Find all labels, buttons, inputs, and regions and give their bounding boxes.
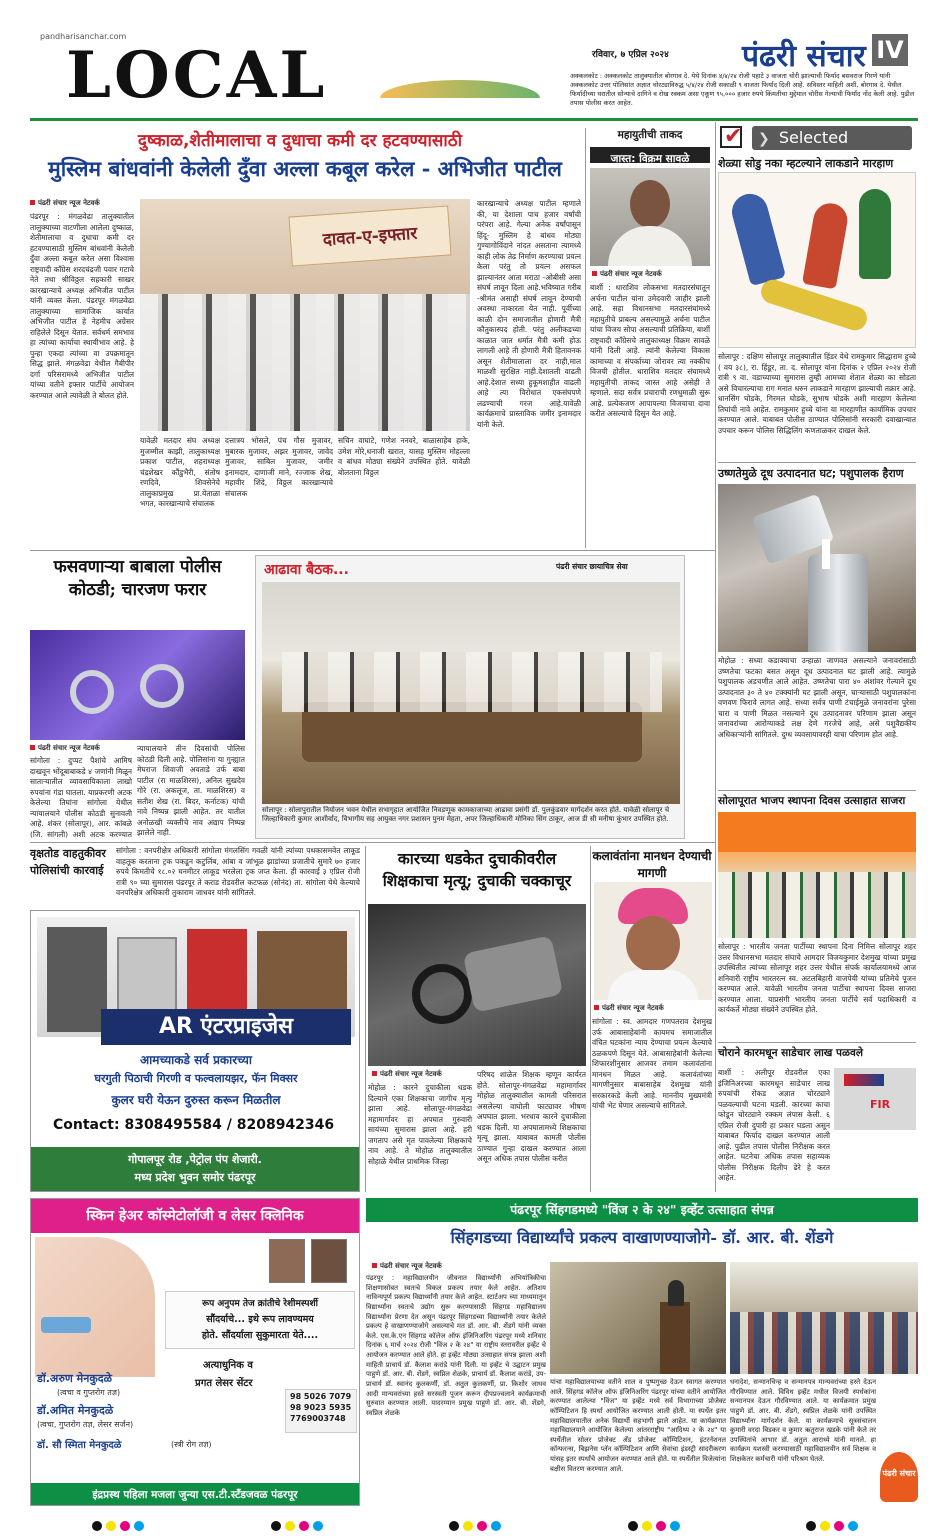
ar-brand: AR एंटरप्राइजेस [158,1014,294,1039]
reg-group [626,1516,682,1530]
accident-byline: पंढरी संचार न्यूज नेटवर्क [372,1070,442,1079]
clinic-title-bar [31,1199,359,1233]
clinic-modern2: प्रगत लेसर सेंटर [195,1378,253,1389]
clinic-doc3: डॉ. सौ स्मिता मेनकुदळे [37,1440,122,1451]
assault-illustration [718,172,916,348]
divider [590,846,591,1192]
lead-kicker: दुष्काळ,शेतीमालाचा व दुधाचा कमी दर हटवण्यासाठी [137,131,463,151]
profile-kicker: महायुतीची ताकद [617,129,683,141]
event-kicker: पंढरपूर सिंहगडमध्ये "विंज २ के २४" इव्हेंट उत्साहात संपन्न [510,1202,774,1217]
profile-headline-box [590,147,710,163]
ar-brand-box [101,1009,351,1045]
reg-group [90,1516,146,1530]
masthead-wave-graphic [380,80,540,98]
divider [30,550,715,551]
profile-photo [590,168,710,266]
ar-ad [30,910,360,1192]
meeting-credit: पंढरी संचार छायाचित्र सेवा [556,562,628,571]
clinic-quote-box [165,1291,355,1349]
lead-col2: यावेळी मतदार संघ अध्यक्ष मुजम्मील काझी, तालुकाध्यक्ष प्रकाश पाटील, शहराध्यक्ष चंद्रशेखर कौंडुभैरी, संतोष रणदिवे, शिवसेनेचे तालुकाप्रमुख प्रा.येताळा भगत, कारखान्याचे संचालक [140,436,220,509]
divider [718,790,916,791]
header-ticker: अक्कलकोट : अक्कलकोट तालुक्यातील बोरगाव दे. येथे दिनांक ४/४/२४ रोजी पहाटे ३ वाजता चोरी झाल्याची फिर्याद बसवराज गिरणे यांनी अक्कलकोट उत्तर पोलिसांत अज्ञात चोरट्याविरुद्ध ५/४/२४ रोजी सकाळी ९ वाजता फिर्याद दिली आहे. सविस्तर माहिती अशी, बोरगाव दे. येथील फिर्यादीच्या घरातील सोन्याचे दागिने व रोख रक्कम असा एकूण ९५,००० हजार रुपये किंमतीचा मुद्देमाल चोरीस गेल्याची फिर्याद नोंद केली आहे. पुढील तपास पोलीस करत आहेत. [570,72,915,107]
page-number-badge [872,34,908,66]
fraud-byline: पंढरी संचार न्यूज नेटवर्क [30,744,100,753]
registration-marks [90,1516,860,1530]
divider [715,122,716,1192]
clinic-model-image [35,1237,155,1377]
thief-text: बार्शी : अलीपूर रोडवरील एका इंजिनिअरच्या कारमधून साडेचार लाख रुपयांची रोकड अज्ञात चोरट्याने पळवल्याची घटना घडली. कारच्या काचा फोडून चोरट्याने रक्कम लंपास केली. ६ एप्रिल रोजी दुपारी हा प्रकार घडला असून याबाबत फिर्याद दाखल करण्यात आली आहे. पुढील तपास पोलीस निरीक्षक करत आहेत. घटनेचा अधिक तपास सहाय्यक पोलीस निरीक्षक दिलीप ढेरे हे करत आहेत. [718,1068,830,1183]
artist-text: सांगोला : स्व. आमदार गणपतराव देशमुख उर्फ आबासाहेबांनी कायमच समाजातील वंचित घटकांना न्याय देण्याचा प्रयत्न केल्याचे ठळकपणे दिसून येते. आबासाहेबांनी केलेल्या शिफारशीनुसार आजवर तमाम कलावंतांना मानधन मिळत आहे. कलावंतांच्या मागणीनुसार बाबासाहेब देशमुख यांनी सरकारकडे केली आहे. माननीय मुख्यमंत्री यांची भेट घेणार असल्याचे सांगितले. [592,1017,712,1111]
page-number: IV [876,36,904,64]
clinic-phone-1[interactable]: 98 5026 7079 [290,1392,352,1401]
page-header [0,0,945,122]
divider [365,846,366,1192]
event-photo-left [550,1262,726,1374]
selected-badge [720,124,915,152]
clinic-modern1: अत्याधुनिक व [203,1360,253,1371]
chevron-right-icon: ❯ [758,131,770,147]
artist-byline: पंढरी संचार न्यूज नेटवर्क [594,1004,664,1013]
clinic-phone-box [285,1389,357,1433]
illustration-figure-3 [859,189,891,279]
ar-address2: मध्य प्रदेश भुवन समोर पंढरपूर [134,1171,256,1184]
illustration-figure-1 [728,190,786,286]
laser-device [41,1317,91,1333]
reg-group [447,1516,503,1530]
divider [718,462,916,463]
event-col2: यांचा महाविद्यालयाच्या वतीने शाल व पुष्पगुच्छ देऊन स्वागत करण्यात आले. सिंहगड कॉलेज ऑफ इंजिनिअरिंग पंढरपूर यांच्या वतीने आयोजित करण्यात आलेल्या "विंज" या इव्हेंट मध्ये सर्व विभागाच्या प्रोजेक्ट कॉम्पिटिशन हि स्पर्धा आयोजित करण्यात आली होती. या स्पर्धेत इतर महाविद्यालयातील अनेक विद्यार्थी सहभागी झाले आहेत. या कार्यक्रमात महाविद्यालयाने आयोजित केलेल्या आंतरराष्ट्रीय "आदिथ्य २ के २४" या स्पर्धेतील सोलर प्रोजेक्ट अँड प्रोजेक्ट कॉम्पिटिशन, इंटरनॅशनल कॉन्फरन्स, बिझनेस प्लॅन कॉम्पिटिशन आणि सेवांचा इंडस्ट्री सादरीकरण यांसह इतर स्पर्धांचे आयोजन करण्यात आले होते. या स्पर्धेतील विजेत्यांना बक्षीस वितरण करण्यात आले. [550,1378,726,1473]
milk-stream [822,539,830,569]
handcuff-ring-left [70,670,114,714]
clinic-doc2: डॉ.अमित मेनकुदळे [37,1404,114,1417]
ar-address1: गोपालपूर रोड ,पेट्रोल पंप शेजारी. [128,1153,262,1166]
event-col1: पंढरपूर : महाविद्यालयीन जीवनात विद्यार्थ्यांनी अभियांत्रिकीचा शिक्षणासोबत स्वतःचे विकल प्रकल्प तयार केले आहेत. अतिशय नाविन्यपूर्ण प्रकल्प विद्यार्थ्यांनी तयार केले आहेत. स्टार्टअप च्या माध्यमातून विद्यार्थ्यांना स्वतःचे उद्योग सुरू करण्यासाठी सिंहगड महाविद्यालय विद्यार्थ्यांना प्रेरणा देत असून पंढरपूर सिंहगडच्या विद्यार्थ्यांनी तयार केलेले प्रकल्प हे वाखाणण्याजोगे असल्याचे मत डॉ. आर. बी. शेंडगे यांनी व्यक्त केले. एस.के.एन सिंहगड कॉलेज ऑफ इंजिनिअरिंग पंढरपूर मध्ये शनिवार दिनांक ६ मार्च २०२४ रोजी "विंज २ के २४" या राष्ट्रीय स्तरावरील इव्हेंट चे आयोजन करण्यात आले होते. हा इव्हेंट मोठ्या उत्साहात संपन्न झाला अशी माहिती प्राचार्य डॉ. कैलाश करांडे यांनी दिली. या इव्हेंट चे उद्घाटन प्रमुख पाहुणे डॉ. आर. बी. शेंडगे, स्वप्निल शेळके, प्राचार्य डॉ. कैलाश करांडे, उप-प्राचार्य डॉ. स्वानंद कुलकर्णी, डॉ. अतुल कुलकर्णी, प्रा. किशोर जाधव आदी मान्यवरांच्या हस्ते सरस्वती पूजन करून दीपप्रज्वलाने कार्यक्रमाची सुरुवात करण्यात आली. यादरम्यान प्रमुख पाहुणे डॉ. आर. बी. शेंडगे, स्वप्निल शेळके [366,1274,546,1417]
bjp-text: सोलापूर : भारतीय जनता पार्टीच्या स्थापना दिना निमित्त सोलापूर शहर उत्तर विधानसभा मतदार संघाचे आमदार विजयकुमार देशमुख यांच्या प्रमुख उपस्थितीत त्यांच्या सोलापूर शहर उत्तर येथील संपर्क कार्यालयामध्ये आज शनिवारी राष्ट्रीय भारतरत्न स्व. अटलबिहारी वाजपेयी यांच्या प्रतिमेचे पूजन करण्यात आले. यावेळी भारतीय जनता पार्टीचा स्थापना दिवस साजरा करण्यात आला. याप्रसंगी भारतीय जनता पार्टीचे सर्व पदाधिकारी व कार्यकर्ते मोठ्या संख्येने उपस्थित होते. [718,942,916,1015]
milk-title: उष्णतेमुळे दूध उत्पादनात घट; पशुपालक हैराण [718,467,904,480]
event-byline: पंढरी संचार न्यूज नेटवर्क [372,1262,442,1271]
accident-headline: कारच्या धडकेत दुचाकीवरील शिक्षकाचा मृत्यू; दुचाकी चक्काचूर [382,849,572,890]
selected-text: सोलापूर : दक्षिण सोलापूर तालुक्यातील हिंडर येथे रामकुमार सिद्धाराम हुच्चे ( वय ३८), रा. हिंडूर, ता. द. सोलापूर यांना दिनांक २ एप्रिल २०२४ रोजी रात्री ९ वा. वडाच्याच्या सुमारास तुम्ही आमच्या शेतात शेळ्या का सोडता असे विचारल्याचा राग मनात धरुन लाकडाने मारहाण झाल्याची तक्रार आहे. धानसिंग घोडके, गिरमल घोडके, सुभाष घोडके अशी मारहाण केलेल्या तिघांची नावे आहेत. रामकुमार हुच्चे यांना या मारहाणीत कार्यामिक उपचार करण्यात आले. याबाबत पोलीस ठाण्यात पोलिसांनी सरकारी दवाखान्यात उपचार करून पोलिस सिद्धिलिंग कणताळकर दाखल केले. [718,352,916,435]
ar-contact[interactable]: Contact: 8308495584 / 8208942346 [53,1117,335,1133]
ar-line2: घरगुती पिठाची गिरणी व फल्वलायझर, फॅन मिक्सर [94,1072,298,1085]
clinic-quote2: सौंदर्याचे... इथे रूप लावण्यमय [206,1314,314,1325]
lead-col4: सचिन वाघाटे, गणेश ननवरे, बाळासाहेब हाके, उमेश मोरे,धनाजी खरात, यासह मुस्लिम मोहल्ला व बांधव मोठ्या संख्येने उपस्थित होते. यावेळी बोलताना विठ्ठल [338,436,470,477]
podium [660,1302,690,1374]
meeting-caption: सोलापूर : सोलापुरातील नियोजन भवन येथील सभागृहात आयोजित निवडणूक कामकाजाच्या आढावा प्रसंगी डॉ. पुलकुंडवार मार्गदर्शन करत होते. यावेळी सोलापूर चे जिल्हाधिकारी कुमार आशीर्वाद, विभागीय सह आयुक्त नगर प्रशासन पुनम मेहता, अपर जिल्हाधिकारी मोनिका सिंग ठाकूर, आज डी सी मनीषा कुंभार उपस्थित होते. [262,806,670,824]
brand-corner-mark [880,1452,918,1502]
event-col3: धनादेश, सन्मानचिन्ह व सन्मानपत्र मान्यवरांच्या हस्ते देऊन गौरविण्यात आले. विविध इव्हेंट मधील विजयी स्पर्धकांना सन्मानपत्र देऊन गौरविण्यात आले. या कार्यक्रमात प्रमुख पाहुणे डॉ. आर. बी. शेंडगे, स्वप्निल शेळके यांनी उपस्थित विद्यार्थ्यांना मार्गदर्शन केले. या कार्यक्रमाचे सूत्रसंचालन कुमारी वरदा बिडकर व कुमार ऋतुराज खडके यांनी केले तर उपस्थितांचे आभार डॉ. अतुल आराध्ये यांनी मानले. हा कार्यक्रम यशस्वी करण्यासाठी महाविद्यालयीन सर्व शिक्षक व शिक्षकेतर कर्मचारी यांनी परिश्रम घेतले. [730,1378,876,1464]
lead-byline: पंढरी संचार न्यूज नेटवर्क [30,199,100,208]
iftar-banner-text: दावत-ए-इफ्तार [322,223,418,251]
tree-title: वृक्षतोड वाहतुकीवर पोलिसांची कारवाई [30,847,106,877]
bjp-photo [718,812,916,938]
clinic-phone-2[interactable]: 98 9023 5935 [290,1403,352,1412]
police-light [844,1074,884,1086]
speaker [668,1280,684,1306]
handcuffs-photo [30,630,245,740]
bjp-title: सोलापूरात भाजप स्थापना दिवस उत्साहात साजरा [718,795,906,807]
reg-group [804,1516,860,1530]
milk-can [808,554,868,652]
lead-col1: पंढरपूर : मंगळवेढा तालुक्यातील तालुक्याच्या वाटणीला आलेला दुष्काळ, शेतीमालाचा व दुधाचा कमी दर हटवण्यासाठी मुस्लिम बांधवांनी केलेली दुँवा अल्ला कबूल करेल असा विश्वास राष्ट्रवादी काँग्रेस शरदचंद्रजी पवार गटाचे नेते तथा श्रीविठ्ठल सहकारी साखर कारखान्याचे अध्यक्ष अभिजीत पाटील यांनी व्यक्त केला. पंढरपूर मंगळवेढा तालुक्याच्या सामाजिक कार्यात अभिजीत पाटील हे नेहमीच अग्रेसर राहिलेले दिसून येतात. सर्वधर्म समभाव हा त्यांच्या कार्याचा स्थायीभाव आहे. हे पुन्हा एकदा त्यांच्या वा उपक्रमातून सिद्ध झाले. मंगळवेढा येथील गैबीपीर दर्गा परिसरामध्ये अभिजीत पाटील यांच्या वतीने इफ्तार पार्टीचे आयोजन करण्यात आले त्यावेळी ते बोलत होते. [30,212,134,400]
masthead: पंढरी संचार [742,39,866,74]
car-theft-graphic [834,1068,916,1130]
brand-mark-text: पंढरी संचार [882,1469,916,1478]
audience [730,1312,918,1374]
clinic-quote1: रूप अनुपम तेज क्रांतीचे रेशीमस्पर्शी [202,1299,318,1309]
lead-headline: मुस्लिम बांधवांनी केलेली दुँवा अल्ला कबूल करेल - अभिजीत पाटील [48,156,562,181]
clinic-phone-3[interactable]: 7769003748 [290,1414,346,1423]
lead-col5: कारखान्याचे अध्यक्ष पाटील म्हणाले की, या देशाला पाच हजार वर्षांची परंपरा आहे. गेल्या अनेक वर्षांपासून हिंदू- मुस्लिम हे बांधव मोठ्या गुण्यागोविंदाने नांदत असताना त्यामध्ये काही लोक तेढ निर्माण करण्याचा प्रयत्न केला परंतु तो प्रयत्न असफल झाल्यानंतर आता मराठा -ओबीसी असा संघर्ष लावून दिला आहे.भविष्यात गरीब -श्रीमंत असाही संघर्ष लावून देण्याची अवस्था नाकारता येत नाही. पूर्वीच्या काळी दोन समाजातील होणारी मैत्री कौतुकास्पद होती. परंतु अलीकडच्या काळात जात धर्मात मैत्री कमी होऊ लागली आहे ती होणारी मैत्री हितावनक असून शेतीमालाला दर नाही,माल माळशी सुरक्षित नाही.देशातली वाढती आहे.देशात सध्या हुकूमशाहीत वाढली आहे त्या विरोधात एकसंघपणे लढण्याची गरज आहे.यावेळी कार्यक्रमाचे प्रास्ताविक जमीर इनामदार यांनी केले. [477,199,581,429]
clinic-doc2-sub: (त्वचा, गुप्तरोग तज्ञ, लेसर सर्जन) [37,1420,134,1429]
event-kicker-bar [366,1198,918,1222]
profile-face [630,180,670,228]
bjp-crowd [718,872,916,938]
bjp-banner [718,812,916,852]
profile-shirt [608,226,692,266]
artist-shirt [608,970,698,1000]
profile-byline: पंढरी संचार न्यूज नेटवर्क [592,270,662,279]
clinic-title: स्किन हेअर कॉस्मेटोलॉजी व लेसर क्लिनिक [86,1208,304,1224]
clinic-ad [30,1198,360,1506]
check-icon: ✔ [724,124,743,149]
fraud-headline: फसवणाऱ्या बाबाला पोलीस कोठडी; चारजण फरार [53,557,222,600]
milk-photo [718,484,916,652]
date-line: रविवार, ७ एप्रिल २०२४ [592,50,669,60]
fir-label: FIR [870,1098,891,1111]
meeting-box [255,555,685,839]
clinic-doc1: डॉ.अरुण मेनकुदळे [37,1372,113,1385]
divider [30,842,715,843]
clinic-footer: इंद्रप्रस्थ पहिला मजला जुन्या एस.टी.स्टँडजवळ पंढरपूर [92,1489,298,1501]
milk-text: मोहोळ : सध्या कडाक्याचा उन्हाळा जाणवत असल्याने जनावरांसाठी उष्णतेचा फटका बसत असून दूध उत्पादनात घट झाली आहे. त्यामुळे पशुपालक अडचणीत आले आहेत. उष्णतेचा पारा ४० अंशांवर गेल्याने दूध उत्पादनात ३० ते ४० टक्क्यांनी घट झाली असून, चाऱ्यासाठी पशुपालकांना वणवण फिरावे लागत आहे. सध्या सर्वत्र पाणी टंचाईमुळे जनावरांना पुरेसा चारा व पाणी मिळत नसल्याने दूध उत्पादनावर परिणाम झाला असून जनावरांच्या आरोग्याकडे लक्ष देणे गरजेचे आहे, असे पशुवैद्यकीय अधिकाऱ्यांनी सांगितले. दुग्ध व्यवसायावरही याचा परिणाम होत आहे. [718,656,916,739]
doctor-photo-1 [269,1239,305,1283]
thief-title: चोराने कारमधून साडेचार लाख पळवले [718,1047,863,1059]
clinic-doc3-sub: (स्त्री रोग तज्ञ) [171,1440,212,1449]
accident-photo [368,904,586,1066]
accident-col2: परिषद शाळेत शिक्षक म्हणून कार्यरत होते. सोलापूर-मंगळवेढा महामार्गावर मोहोळ तालुक्यातील कामती परिसरात असलेल्या वाघोली फाट्यावर भीषण अपघात झाला. भरधाव कारने दुचाकीला धडक दिली. या अपघातामध्ये शिक्षकाचा मृत्यू झाला. याबाबत कामती पोलीस ठाण्यात गुन्हा दाखल करण्यात आला असून अधिक तपास पोलीस करीत [477,1070,586,1164]
iftar-banner [288,205,451,266]
iftar-photo [140,199,470,431]
bike-wreck-wheel [412,964,472,1024]
meeting-people [282,652,662,712]
artist-photo [594,882,712,1000]
ar-line1: आमच्याकडे सर्व प्रकारच्या [140,1053,252,1067]
selected-label-bg [752,126,912,150]
illustration-figure-2 [802,201,850,290]
meeting-photo [262,582,680,804]
clinic-quote3: होते. सौंदर्याला सुकुमारता येते.... [201,1330,319,1341]
iftar-crowd-shape [140,294,470,431]
fraud-col1: सांगोला : दुप्पट पैशांचे आमिष दाखवून भोंदूबाबाकडे ४ जणांनी मिळून साताऱ्यातील व्यावसायिकाला लाखो रुपयांना गंडा घातला. याप्रकरणी अटक केलेल्या तिघांना सांगोला येथील न्यायालयाने पोलीस कोठडी सुनावली आहे. शंकर (सोलापूर), आर. कांबळे (जि. सांगली) अशी अटक करण्यात [30,756,132,839]
header-rule [30,118,918,121]
artist-headline: कलावंतांना मानधन देण्याची मागणी [592,849,712,880]
handcuff-ring-right [140,664,184,708]
ar-line3: कुलर घरी येऊन दुरुस्त करून मिळतील [111,1093,281,1107]
event-headline: सिंहगडच्या विद्यार्थ्यांचे प्रकल्प वाखाणण्याजोगे- डॉ. आर. बी. शेंडगे [450,1228,834,1247]
fraud-col2: न्यायालयाने तीन दिवसांची पोलिस कोठडी दिली आहे. पोलिसांना या गुन्ह्यात मेघराज शिवाजी अवताडे उर्फ बाबा पाटील (रा माळशिरस), अनिल सुखदेव गोरे (रा. अकलूज, ता. माळशिरस) व सतीश शेख (रा. बिदर, कर्नाटक) यांची नावे निष्पन्न झाली आहेत. तर यातील अनोळखी व्यक्तीचे नाव अद्याप निष्पन्न झालेले नाही. [137,744,245,838]
selected-title: शेळ्या सोडु नका म्हटल्याने लाकडाने मारहाण [718,157,894,170]
selected-label: Selected [778,128,849,147]
site-url: pandharisanchar.com [40,32,127,41]
artist-face [626,916,680,972]
ar-address-box [31,1147,359,1191]
lead-col3: दत्तात्रय भोसले, पंच गौस मुजावर, मुबारक मुजावर, अझर मुजावर, जावेद मुजावर, साबिल मुजावर, जमीर इनामदार, दाणाजी माने, रज्जाक शेख, महावीर शिंदे, विठ्ठल कारखान्याचे संचालक [225,436,333,498]
meeting-title: आढावा बैठक... [264,562,349,578]
section-title: LOCAL [66,38,328,113]
reg-group [269,1516,325,1530]
profile-headline: जास्त: विक्रम सावळे [610,153,690,165]
clinic-footer-bar [31,1483,359,1505]
divider [718,1042,916,1043]
divider [585,128,586,548]
bike-wreck-body [463,935,564,1012]
tree-text: सांगोला : वनपरीक्षेत्र अधिकारी सांगोला मंगलसिंग गवळी यांनी त्यांच्या पथकासमवेत लाकूड वाहतूक करताना ट्रक पकडून कटुलिंब, आंबा व जांभूळ झाडांच्या प्रजातीचे सुमारे ७० हजार रुपये किमतीचे १८.०२ घनमीटर लाकूड भरलेला ट्रक जप्त केला. ही कारवाई ३ एप्रिल रोजी रात्री ९० च्या सुमारास पंढरपूर ते कराड रोडवरील कटफळ (सोनंद) ता. सांगोला येथे केल्याचे वनपरिक्षेत्र अधिकारी तुकाराम जाधवर यांनी सांगितले. [116,846,360,898]
event-photo-right [730,1262,918,1374]
mill-machine-1 [47,927,107,1032]
accident-col1: मोहोळ : कारने दुचाकीला धडक दिल्याने एका शिक्षकाचा जागीच मृत्यू झाला आहे. सोलापूर-मंगळवेढा महामार्गावर हा अपघात गुरुवारी सायंच्या सुमारास झाला आहे. हरी जगताप असे मृत पावलेल्या शिक्षकाचे नाव आहे. ते मोहोळ तालुक्यातील सोहाळे येथील प्राथमिक जिल्हा [368,1083,472,1166]
clinic-doc1-sub: (त्वचा व गुप्तरोग तज्ञ) [57,1388,121,1397]
doctor-photo-2 [311,1239,347,1283]
profile-text: बार्शी : धाराशिव लोकसभा मतदारसंघातून अर्चना पाटील यांना उमेदवारी जाहीर झाली आहे. सहा विधानसभा मतदारसंघांमध्ये महायुतीचे प्राबल्य असल्यामुळे अर्चना पाटील यांचा विजय सोपा असल्याची प्रतिक्रिया, बार्शी राष्ट्रवादी काँग्रेसचे तालुकाध्यक्ष विक्रम सावळे यांनी दिली आहे. त्यांनी केलेल्या विकास कामाच्या व संपर्काच्या जोरावर त्या नक्कीच विजयी होतील. धाराशिव मतदार संघामध्ये महायुतीची ताकद जास्त आहे असेही ते म्हणाले. सदा सर्वत्र प्रचाराची रणधुमाळी सुरू आहे. प्रत्येकजण आपापल्या विजयाचा दावा करीत असल्याचे दिसून येत आहे. [590,283,710,419]
